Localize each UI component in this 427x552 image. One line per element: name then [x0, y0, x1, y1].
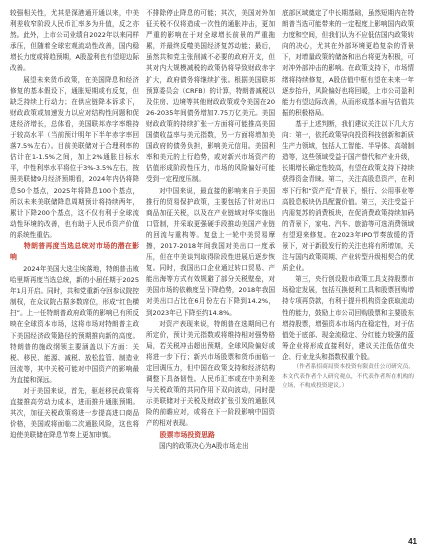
paragraph: 第三，央行创设股市政策工具支持股票市场稳定发展，包括互换便利工具和股票回购增持专项再贷款，有利于提升机构资金获取流动性的能力，鼓励上市公司回购股票和主要股东增持股票，增强资本市场内在稳定性，对于估值处于底部、现金流稳定、分红能力较强的蓝筹企业将形成直接利好，建议关注低估值央企、行业龙头和指数权重个股。 [282, 275, 414, 361]
paragraph: 对于美国来说，首先，驱赶移民政策将直接推高劳动力成本，进而推升通胀预期。其次，加征关税政策将进一步提高进口商品价格，美国或将面临二次通胀风险，这也将迫使美联储在降息节奏上更加审慎。 [10, 387, 139, 440]
section-heading: 特朗普再度当选总统对市场的潜在影响 [10, 241, 139, 262]
paragraph: 2024年美国大选尘埃落地，特朗普击败哈里斯再度当选总统，新的小届任期于2025年1月开启。同时，共和党重新夺回参议院控制权，在众议院占据多数席位，形成“红色横扫”。上一任特朗普政府政策的影响已有所反映在全球资本市场，这将市场对特朗普主政下美国经济政策路径的预期推向新的高度。特朗普的施政纲领主要涵盖以下方面：关税、移民、能源、减税、放松监管、制造业回流等，其中关税可能对中国资产的影响最为直接和深远。 [10, 264, 139, 384]
paragraph: 不排除停止降息的可能；其次，美国对外加征关税不仅将造成一次性的通胀冲击，更加严重的影响在于对全球增长前景的严重拖累，并最终反噬美国经济复苏动能；最后，虽然共和党主张削减不必要的政府开支，但其对内大规模减税的政策仍将导致财政赤字扩大，政府债务将继续扩张。根据美国联邦预算委员会（CRFB）的计算，特朗普减税以及住房、边境等其他财政政策或令美国在2026-2035年间债务增加7.75万亿美元。美国财政政策的持续扩张一方面将可能推高美国国债收益率与美元指数，另一方面将增加美国政府的债务负担，影响美元信用。美国利率和美元的上行趋势，或对新兴市场资产的估值形成阶段性压力，市场的风险偏好可能受到一定程度压制。 [146, 9, 275, 184]
author-footnote: （作者系招商局资本投资有限责任公司研究员，本文代表作者个人研究观点，不代表作者所在机构的立场，不构成投资建议。） [282, 364, 414, 390]
paragraph: 国内的政策决心为A股市场走出 [159, 442, 249, 451]
paragraph: 对中国来说，最直接的影响来自于美国推行的贸易保护政策，主要包括了针对出口商品加征关税，以及在产业链域对华实施出口管制，并采取更强硬手段推动美国产业链的回流与重构等。复盘上一轮中美贸易摩擦，2017-2018年间我国对美出口一度承压，但在中美谈判取得阶段性进展后逐步恢复。同时，我国出口企业通过转口贸易、产能出海等方式有效规避了部分关税壁垒，对美国市场的依赖度呈下降趋势，2018年我国对美出口占比在6月份左右下降到14.2%，到2023年已下降至约14.8%。 [146, 186, 275, 317]
page-number: 41 [408, 537, 417, 546]
paragraph: 对资产表现来说，特朗普在选期间已有所定价，预计美元指数或将维持相对强势格局，若关税冲击超出预期，全球风险偏好或将进一步下行；新兴市场股票和货币面临一定回调压力，但中国在政策支持和经济结构调整下具备韧性。人民币汇率或在中美利差与关税政策的共同作用下双向波动，同时提示美联储对于关税及财政扩张引发的通胀风险的前瞻应对，或将在下一阶段影响中国资产的相对表现。 [146, 319, 275, 428]
section-heading: 股票市场投资思路 [159, 430, 215, 439]
paragraph: 展望未来货币政策，在美国降息和经济修复的基本假设下，通胀短期或有反复，但缺乏持续上行动力；在供应链降本诉求下，财政政策或加速发力以应对结构性问题和促进经济增长，总体看，美国联邦赤字率维持于较高水平（当前预计明年下半年赤字率回落7.5%左右）。目前美联储对于合理利率的估计在1-1.5%之间，加上2%通胀目标水平，中性利率水平将位于3%-3.5%左右，按照美联储9月经济预期看，2024年内仍将降息50个基点，2025年将降息100个基点，所以未来美联储降息周期预计将持续两年，累计下降200个基点，这不仅有利于全球流动性环境的改善，也有助于人民币资产价值的系统性重估。 [10, 75, 139, 239]
paragraph: 较强相关性，尤其是深港通开通以来，中美利差收窄阶段人民币汇率多为升值，反之亦然。此外，上市公司业绩自2022年以来同样承压，但随着全球宏观流动性改善，国内稳增长力度或将趋预期，A股盈利也有望迎边际改善。 [10, 9, 139, 73]
text-column-2 [146, 8, 275, 452]
text-column-1 [10, 8, 139, 441]
paragraph: 底部区域奠定了中长期基础，虽然短期内在特朗普当选可能带来的一定程度上影响国内政策力度和空间，但我们认为不应低估国内政策转向的决心，尤其在外部环境更趋复杂的背景下，对增量政策的储备和出台将更为积极，可对冲外部冲击的影响。在政策支持下，市场情绪将持续修复，A股估值中枢有望在未来一年逐步抬升，风险偏好也将回暖，上市公司盈利能力有望边际改善，从而形成基本面与估值共振的积极格局。 [282, 9, 414, 117]
text-column-3 [282, 8, 414, 392]
paragraph: 基于上述判断，我们建议关注以下几大方向：第一，依托政策导向投资科技创新和新质生产力领域，包括人工智能、半导体、高端制造等，这些领域受益于国产替代和产业升级，长期增长确定性较高，有望在政策支持下持续获得资金青睐。第二，关注高股息资产，在利率下行和“资产荒”背景下，银行、公用事业等高股息板块仍具配置价值。第三，关注受益于内需复苏的消费板块，在促消费政策持续加码的背景下，家电、汽车、旅游等可选消费领域有望迎来修复。在2023年IPO节奏放缓的背景下，对于新股发行的关注也将有所增加，关注与国内政策周期、产业转型升级相契合的优质企业。 [282, 119, 414, 273]
